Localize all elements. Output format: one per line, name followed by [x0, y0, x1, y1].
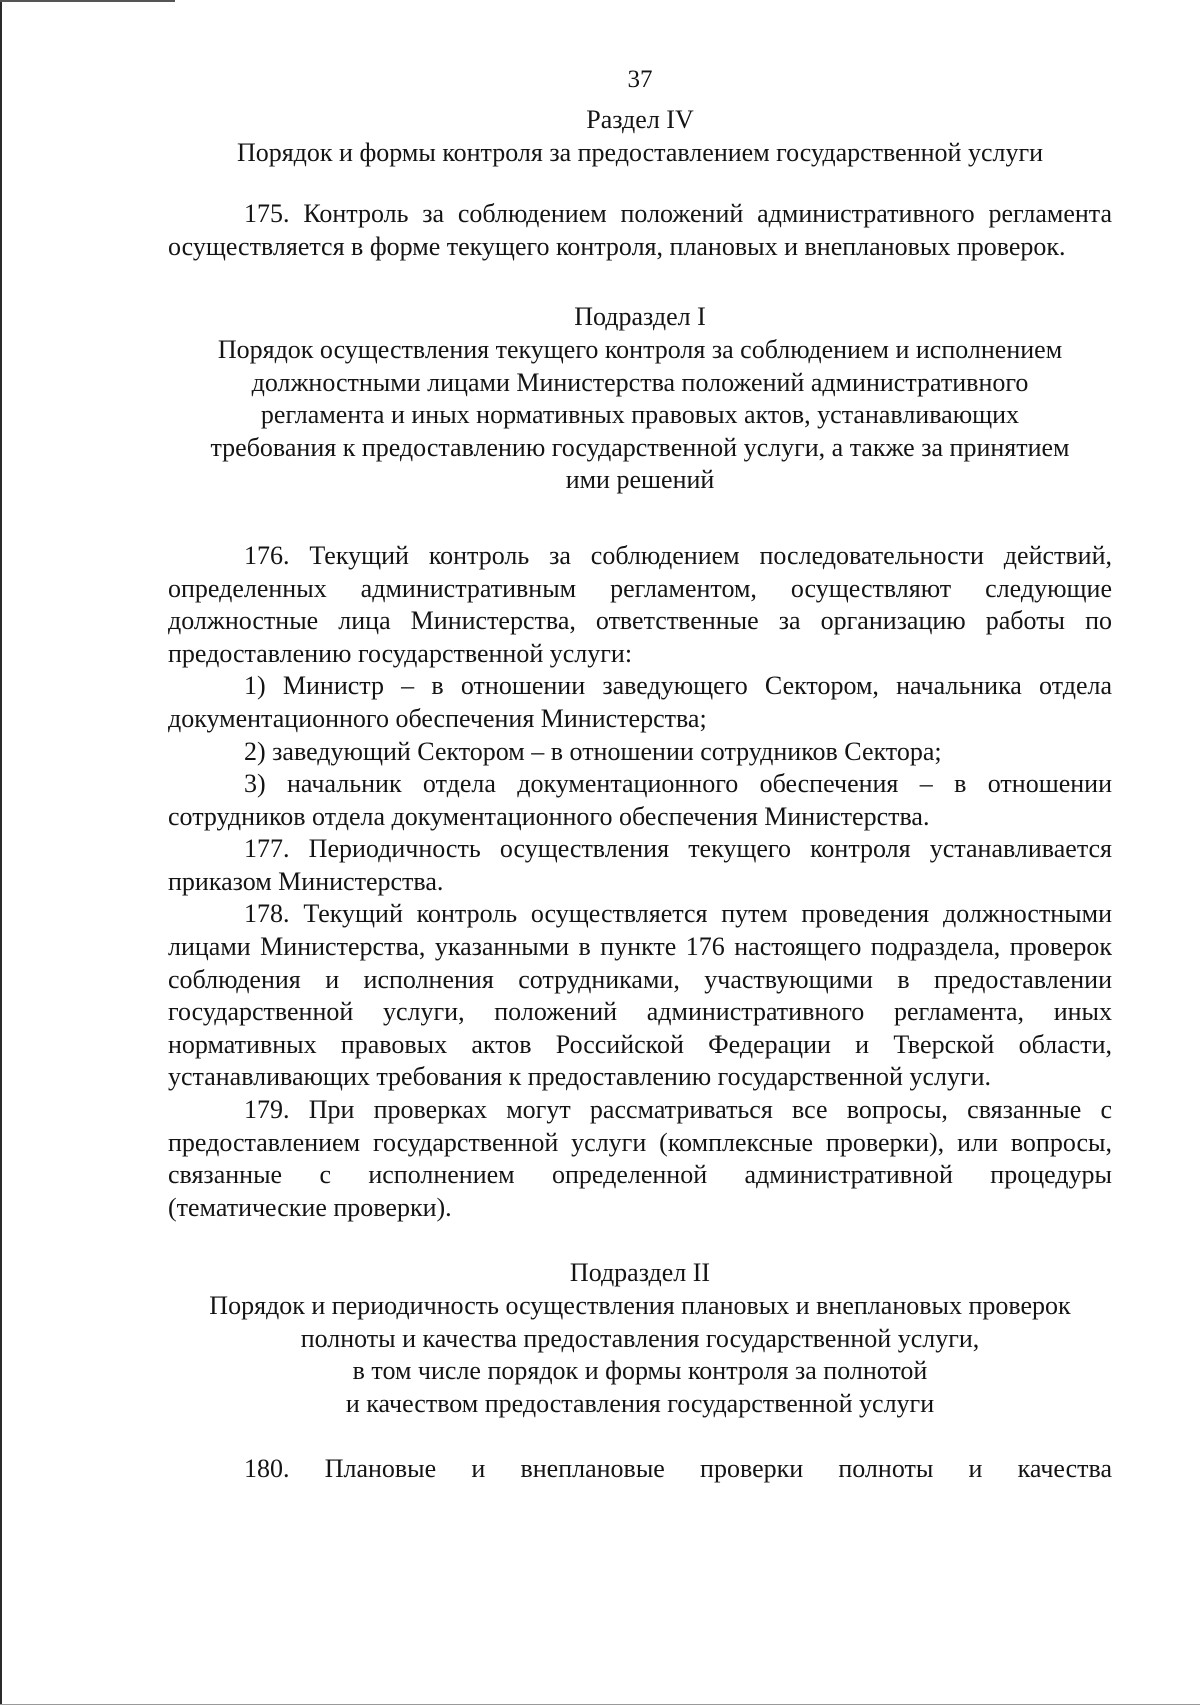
page-number: 37	[627, 66, 653, 93]
subsection-1-heading-line: требования к предоставлению государственной услуги, а также за принятием	[210, 432, 1070, 462]
paragraph-178: 178. Текущий контроль осуществляется путем проведения должностными лицами Министерства, указанными в пункте 176 настоящего подраздела, проверок соблюдения и исполнения сотрудниками, участвующими в предоставлении государственной услуги, положений административного регламента, иных нормативных правовых актов Российской Федерации и Тверской области, устанавливающих требования к предоставлению государственной услуги.	[168, 899, 1112, 1092]
subsection-2-heading-line: и качеством предоставления государственной услуги	[345, 1388, 935, 1418]
section-title: Раздел IV	[586, 105, 694, 134]
subsection-2-heading-line: в том числе порядок и формы контроля за полнотой	[352, 1356, 928, 1386]
paragraph-176-item-2: 2) заведующий Сектором – в отношении сотрудников Сектора;	[244, 736, 942, 766]
subsection-2-title: Подраздел II	[569, 1258, 711, 1288]
subsection-1-heading-line: должностными лицами Министерства положений административного	[251, 367, 1029, 397]
subsection-2-heading-line: полноты и качества предоставления государственной услуги,	[300, 1323, 980, 1353]
subsection-2-heading-line: Порядок и периодичность осуществления плановых и внеплановых проверок	[209, 1291, 1071, 1320]
scan-edge-left	[0, 0, 2, 1705]
paragraph-179: 179. При проверках могут рассматриваться все вопросы, связанные с предоставлением государственной услуги (комплексные проверки), или вопросы, связанные с исполнением определенной административной процедуры (тематические проверки).	[168, 1095, 1112, 1222]
subsection-1-title: Подраздел I	[574, 302, 706, 332]
subsection-1-heading-line: Порядок осуществления текущего контроля за соблюдением и исполнением	[217, 334, 1063, 364]
paragraph-176: 176. Текущий контроль за соблюдением последовательности действий, определенных административным регламентом, осуществляют следующие должностные лица Министерства, ответственные за организацию работы по предоставлению государственной услуги:	[168, 540, 1112, 668]
paragraph-177: 177. Периодичность осуществления текущего контроля устанавливается приказом Министерства.	[168, 834, 1112, 896]
paragraph-176-item-1: 1) Министр – в отношении заведующего Сектором, начальника отдела документационного обеспечения Министерства;	[168, 671, 1112, 733]
document-page	[168, 60, 1112, 1486]
scan-edge-top	[0, 0, 175, 2]
subsection-1-heading-line: регламента и иных нормативных правовых актов, устанавливающих	[260, 400, 1020, 430]
paragraph-175: 175. Контроль за соблюдением положений административного регламента осуществляется в форме текущего контроля, плановых и внеплановых проверок.	[168, 199, 1112, 261]
paragraph-180: 180. Плановые и внеплановые проверки полноты и качества	[244, 1454, 1112, 1484]
subsection-1-heading-line: ими решений	[565, 465, 715, 495]
paragraph-176-item-3: 3) начальник отдела документационного обеспечения – в отношении сотрудников отдела документационного обеспечения Министерства.	[168, 769, 1112, 831]
section-subtitle: Порядок и формы контроля за предоставлением государственной услуги	[236, 137, 1044, 167]
